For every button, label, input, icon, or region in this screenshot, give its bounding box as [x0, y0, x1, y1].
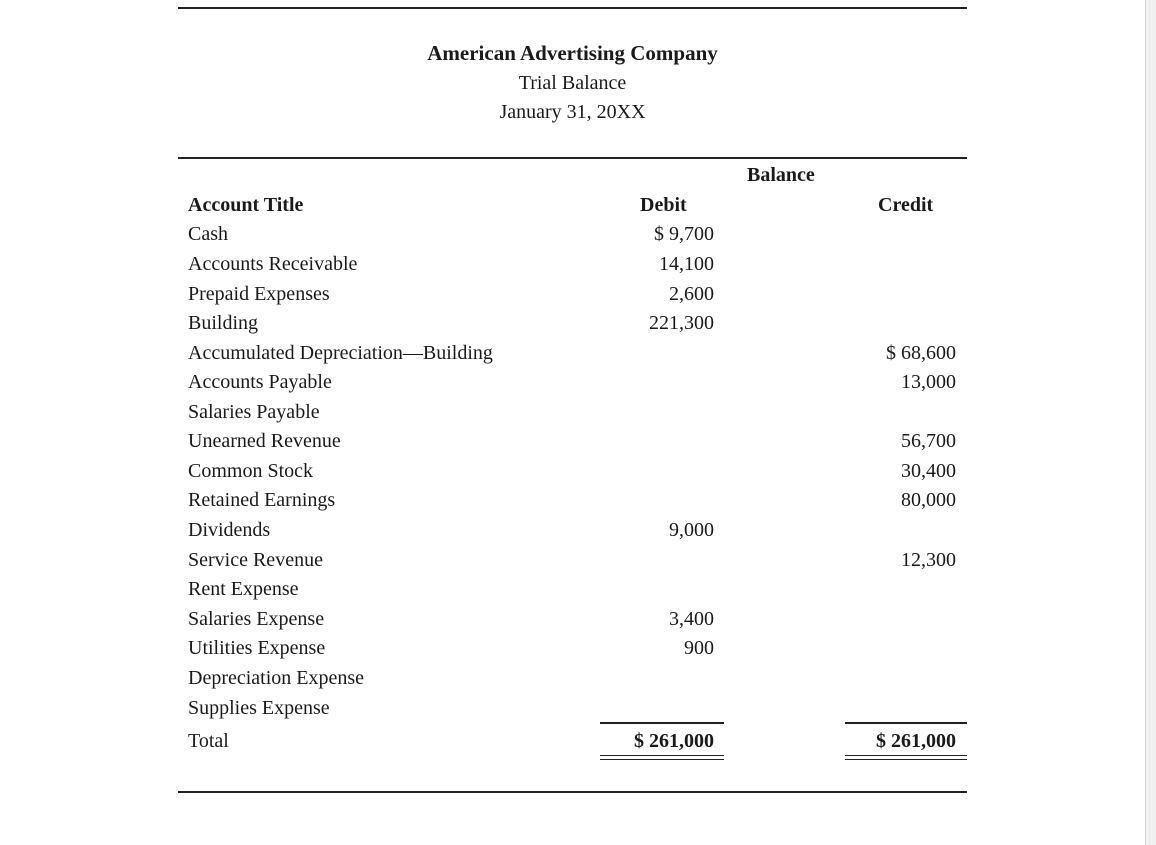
- top-rule: [178, 7, 967, 9]
- account-title-heading: Account Title: [188, 194, 304, 216]
- account-title: Salaries Expense: [188, 608, 325, 630]
- account-title: Cash: [188, 223, 228, 245]
- account-title: Common Stock: [188, 460, 314, 482]
- bottom-rule: [178, 791, 967, 793]
- table-row: [188, 636, 958, 666]
- total-label: Total: [188, 730, 229, 752]
- total-credit: $ 261,000: [876, 730, 956, 752]
- table-row: [188, 607, 958, 637]
- table-row: [188, 548, 958, 578]
- table-row: [188, 400, 958, 430]
- credit-underline: [845, 722, 967, 724]
- account-title: Retained Earnings: [188, 489, 336, 511]
- debit-heading: Debit: [640, 194, 687, 216]
- account-title: Rent Expense: [188, 578, 299, 600]
- account-title: Salaries Payable: [188, 401, 320, 423]
- debit-amount: $ 9,700: [654, 223, 714, 245]
- table-row: [188, 577, 958, 607]
- account-title: Utilities Expense: [188, 637, 326, 659]
- account-title: Accumulated Depreciation—Building: [188, 342, 493, 364]
- table-row: [188, 518, 958, 548]
- table-row: [188, 459, 958, 489]
- account-title: Building: [188, 312, 259, 334]
- table-row: [188, 222, 958, 252]
- debit-double-underline: [600, 755, 724, 760]
- statement-date: January 31, 20XX: [499, 101, 646, 123]
- account-title: Dividends: [188, 519, 271, 541]
- account-title: Supplies Expense: [188, 697, 330, 719]
- debit-amount: 9,000: [669, 519, 714, 541]
- table-row: [188, 488, 958, 518]
- table-row: [188, 370, 958, 400]
- table-row: [188, 696, 958, 726]
- debit-amount: 14,100: [659, 253, 714, 275]
- debit-amount: 900: [684, 637, 714, 659]
- account-title: Service Revenue: [188, 549, 323, 571]
- total-debit: $ 261,000: [634, 730, 714, 752]
- table-row: [188, 311, 958, 341]
- account-title: Accounts Receivable: [188, 253, 358, 275]
- credit-amount: $ 68,600: [886, 342, 956, 364]
- account-title: Accounts Payable: [188, 371, 332, 393]
- debit-amount: 2,600: [669, 283, 714, 305]
- table-row: [188, 282, 958, 312]
- table-row: [188, 252, 958, 282]
- table-row: [188, 429, 958, 459]
- statement-title: Trial Balance: [518, 72, 627, 94]
- balance-heading: Balance: [747, 164, 815, 186]
- credit-amount: 12,300: [901, 549, 956, 571]
- vertical-scrollbar[interactable]: [1145, 0, 1156, 845]
- debit-amount: 3,400: [669, 608, 714, 630]
- credit-amount: 30,400: [901, 460, 956, 482]
- company-name: American Advertising Company: [427, 41, 718, 65]
- account-title: Depreciation Expense: [188, 667, 365, 689]
- debit-amount: 221,300: [649, 312, 714, 334]
- credit-heading: Credit: [878, 194, 934, 216]
- table-top-rule: [178, 157, 967, 159]
- account-title: Unearned Revenue: [188, 430, 341, 452]
- table-row: [188, 666, 958, 696]
- credit-amount: 13,000: [901, 371, 956, 393]
- credit-double-underline: [845, 755, 967, 760]
- table-row: [188, 341, 958, 371]
- debit-underline: [600, 722, 724, 724]
- credit-amount: 80,000: [901, 489, 956, 511]
- credit-amount: 56,700: [901, 430, 956, 452]
- account-title: Prepaid Expenses: [188, 283, 330, 305]
